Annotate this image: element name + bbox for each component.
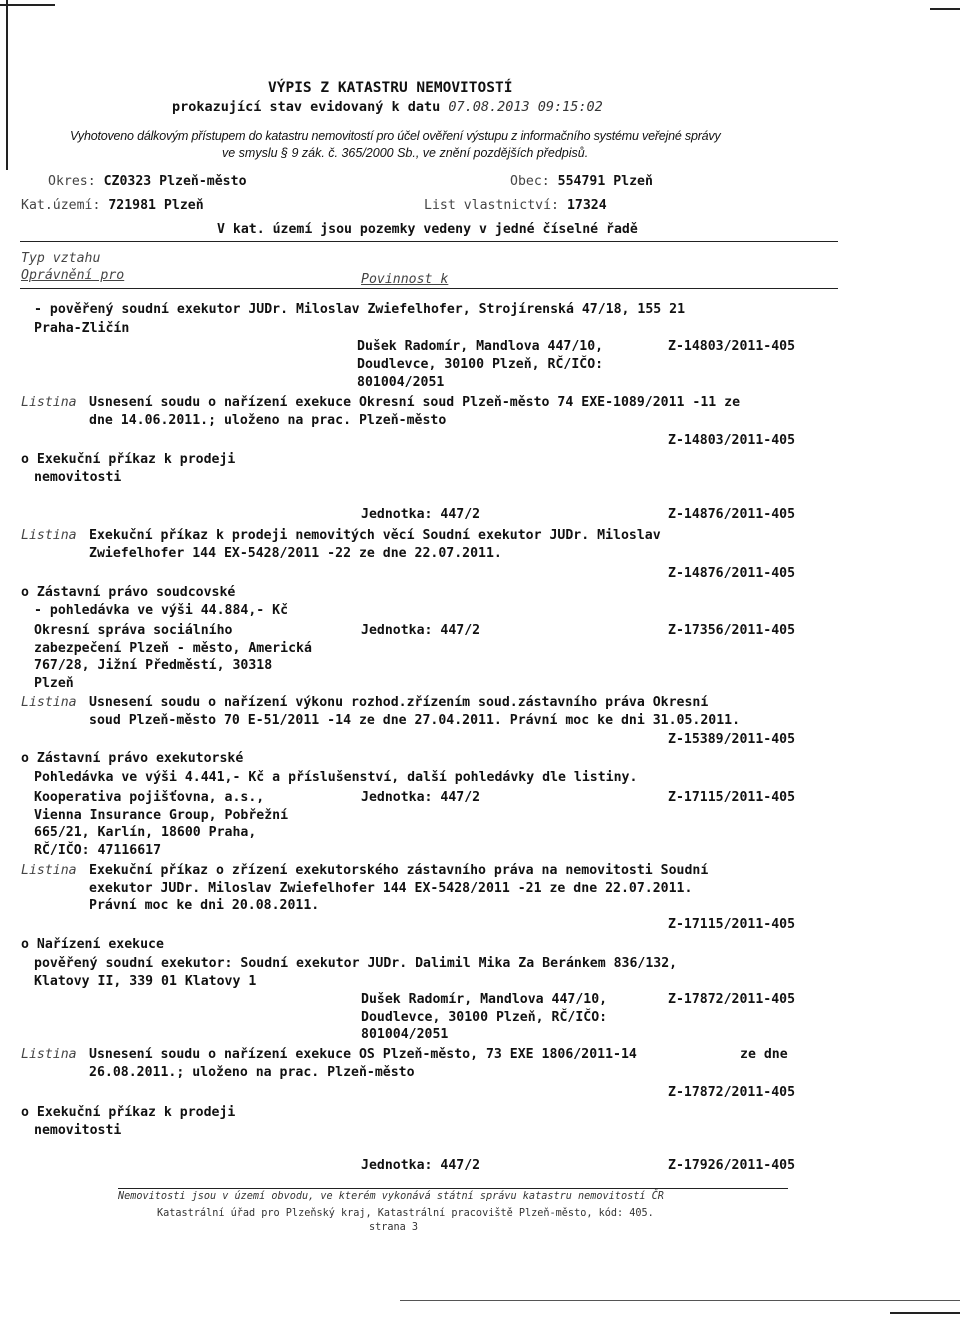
e5-title: o Nařízení exekuce [21,937,164,952]
header-rule-top [20,241,838,242]
scan-top-right-mark [930,8,960,10]
column-typ-vztahu: Typ vztahu [21,251,101,266]
e4-title: o Zástavní právo exekutorské [21,751,244,766]
okres-row [48,173,247,190]
page-number: strana 3 [369,1222,419,1233]
footer-line2: Katastrální úřad pro Plzeňský kraj, Katastrální pracoviště Plzeň-město, kód: 405. [157,1208,654,1219]
e5-listina-reference: Z-17872/2011-405 [668,1085,796,1100]
okres-value: CZ0323 Plzeň-město [103,174,247,189]
e4-subtitle: Pohledávka ve výši 4.441,- Kč a příslušenství, další pohledávky dle listiny. [34,770,638,785]
remote-access-notice-line1: Vyhotoveno dálkovým přístupem do katastru nemovitostí pro účel ověření výstupu z informačního systému veřejné správy [70,129,721,143]
parcel-numbering-note: V kat. území jsou pozemky vedeny v jedné číselné řadě [217,222,638,237]
e2-listina-label: Listina [21,528,77,543]
e2-listina-reference: Z-14876/2011-405 [668,566,796,581]
e3-title: o Zástavní právo soudcovské [21,585,236,600]
e1-listina-line1: Usnesení soudu o nařízení exekuce Okresní soud Plzeň-město 74 EXE-1089/2011 -11 ze [89,395,741,410]
e4-listina-reference: Z-17115/2011-405 [668,917,796,932]
e5-listina-line2: 26.08.2011.; uloženo na prac. Plzeň-město [89,1065,415,1080]
e6-unit: Jednotka: 447/2 [361,1158,481,1173]
e2-unit: Jednotka: 447/2 [361,507,481,522]
e6-title-line1: o Exekuční příkaz k prodeji [21,1105,236,1120]
e2-title-line2: nemovitosti [34,470,122,485]
e1-listina-line2: dne 14.06.2011.; uloženo na prac. Plzeň-město [89,413,447,428]
e4-party-line2: Vienna Insurance Group, Pobřežní [34,808,289,823]
e4-party-line4: RČ/IČO: 47116617 [34,843,162,858]
e5-party-line1: Dušek Radomír, Mandlova 447/10, [361,992,608,1007]
kat-uzemi-value: 721981 Plzeň [108,198,204,213]
list-vlastnictvi-row [424,197,607,214]
e3-listina-line1: Usnesení soudu o nařízení výkonu rozhod.zřízením soud.zástavního práva Okresní [89,695,709,710]
header-rule-bottom [20,288,838,289]
e1-reference: Z-14803/2011-405 [668,339,796,354]
e4-listina-label: Listina [21,863,77,878]
e4-party-line3: 665/21, Karlín, 18600 Praha, [34,825,257,840]
e5-listina-line1-tail: ze dne [740,1047,788,1062]
e5-reference: Z-17872/2011-405 [668,992,796,1007]
scan-top-left-mark [0,4,55,6]
e4-unit: Jednotka: 447/2 [361,790,481,805]
e1-executor-city: Praha-Zličín [34,321,130,336]
e4-listina-line2: exekutor JUDr. Miloslav Zwiefelhofer 144 EX-5428/2011 -21 ze dne 22.07.2011. [89,881,693,896]
e5-executor-line2: Klatovy II, 339 01 Klatovy 1 [34,974,257,989]
e1-listina-reference: Z-14803/2011-405 [668,433,796,448]
e6-title-line2: nemovitosti [34,1123,122,1138]
e1-party-line1: Dušek Radomír, Mandlova 447/10, [357,339,604,354]
e2-listina-line1: Exekuční příkaz k prodeji nemovitých věcí Soudní exekutor JUDr. Miloslav [89,528,661,543]
e1-party-line3: 801004/2051 [357,375,445,390]
okres-label: Okres: [48,174,96,189]
e3-party-line2: zabezpečení Plzeň - město, Americká [34,641,312,656]
subtitle-prefix: prokazující stav evidovaný k datu [172,99,441,115]
e3-party-line3: 767/28, Jižní Předměstí, 30318 [34,658,273,673]
obec-label: Obec: [510,174,550,189]
document-subtitle [172,99,603,116]
e4-party-line1: Kooperativa pojišťovna, a.s., [34,790,265,805]
e5-party-line2: Doudlevce, 30100 Plzeň, RČ/IČO: [361,1010,608,1025]
footer-line1: Nemovitosti jsou v území obvodu, ve kterém vykonává státní správu katastru nemovitostí ČR [118,1191,664,1202]
e3-unit: Jednotka: 447/2 [361,623,481,638]
list-vlastnictvi-value: 17324 [566,198,607,213]
e2-reference: Z-14876/2011-405 [668,507,796,522]
footer-rule [118,1188,788,1189]
obec-row [510,173,653,190]
e4-reference: Z-17115/2011-405 [668,790,796,805]
document-title: VÝPIS Z KATASTRU NEMOVITOSTÍ [268,80,513,96]
e3-listina-label: Listina [21,695,77,710]
obec-value: 554791 Plzeň [557,174,653,189]
e4-listina-line3: Právní moc ke dni 20.08.2011. [89,898,320,913]
e1-party-line2: Doudlevce, 30100 Plzeň, RČ/IČO: [357,357,604,372]
e1-executor-line: - pověřený soudní exekutor JUDr. Miloslav Zwiefelhofer, Strojírenská 47/18, 155 21 [34,302,686,317]
scan-bottom-mark [890,1312,960,1314]
e5-listina-label: Listina [21,1047,77,1062]
e3-party-line1: Okresní správa sociálního [34,623,233,638]
scan-bottom-line [400,1300,960,1301]
e2-title-line1: o Exekuční příkaz k prodeji [21,452,236,467]
e5-executor-line1: pověřený soudní exekutor: Soudní exekutor JUDr. Dalimil Mika Za Beránkem 836/132, [34,956,678,971]
subtitle-datetime: 07.08.2013 09:15:02 [448,99,603,115]
scan-left-edge [6,0,8,170]
e5-listina-line1: Usnesení soudu o nařízení exekuce OS Plzeň-město, 73 EXE 1806/2011-14 [89,1047,637,1062]
list-vlastnictvi-label: List vlastnictví: [424,198,559,213]
e3-listina-line2: soud Plzeň-město 70 E-51/2011 -14 ze dne 27.04.2011. Právní moc ke dni 31.05.2011. [89,713,741,728]
column-povinnost-k: Povinnost k [361,272,449,287]
column-opravneni-pro: Oprávnění pro [21,268,125,283]
e2-listina-line2: Zwiefelhofer 144 EX-5428/2011 -22 ze dne 22.07.2011. [89,546,502,561]
e3-party-line4: Plzeň [34,676,74,691]
kat-uzemi-row [21,197,204,214]
e4-listina-line1: Exekuční příkaz o zřízení exekutorského zástavního práva na nemovitosti Soudní [89,863,709,878]
e5-party-line3: 801004/2051 [361,1027,449,1042]
kat-uzemi-label: Kat.území: [21,198,101,213]
e6-reference: Z-17926/2011-405 [668,1158,796,1173]
e1-listina-label: Listina [21,395,77,410]
e3-subtitle: - pohledávka ve výši 44.884,- Kč [34,603,289,618]
remote-access-notice-line2: ve smyslu § 9 zák. č. 365/2000 Sb., ve znění pozdějších předpisů. [222,146,589,160]
e3-listina-reference: Z-15389/2011-405 [668,732,796,747]
e3-reference: Z-17356/2011-405 [668,623,796,638]
